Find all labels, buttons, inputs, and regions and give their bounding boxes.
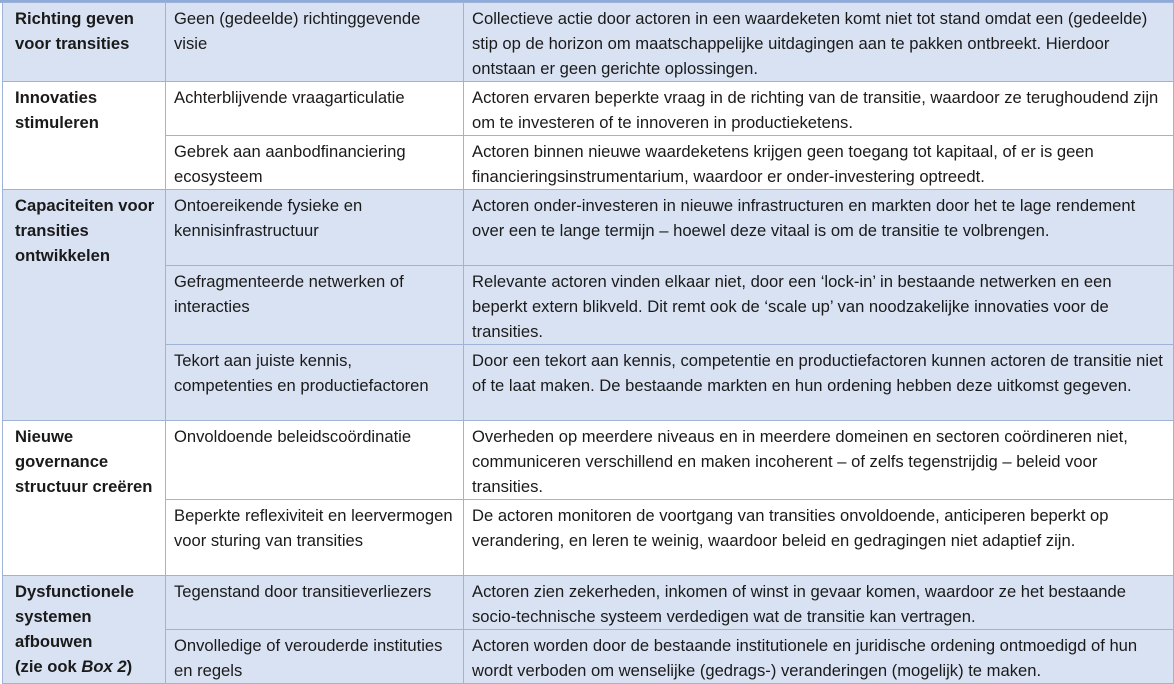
description-cell: Actoren onder-investeren in nieuwe infrastructuren en markten door het te lage rendement over een te lange termijn – hoewel deze vitaal is om de transitie te volbrengen. bbox=[464, 190, 1174, 266]
transition-failures-table bbox=[2, 2, 1174, 684]
table-row bbox=[3, 3, 1174, 82]
problem-cell: Onvoldoende beleidscoördinatie bbox=[166, 421, 464, 500]
category-cell: Innovaties stimuleren bbox=[3, 82, 166, 190]
description-cell: Actoren binnen nieuwe waardeketens krijgen geen toegang tot kapitaal, of er is geen financieringsinstrumentarium, waardoor er onder-investering optreedt. bbox=[464, 136, 1174, 190]
problem-cell: Tegenstand door transitieverliezers bbox=[166, 576, 464, 630]
description-cell: Actoren ervaren beperkte vraag in de richting van de transitie, waardoor ze terughoudend zijn om te investeren of te innoveren in productieketens. bbox=[464, 82, 1174, 136]
category-note-suffix: ) bbox=[126, 657, 133, 676]
category-cell: Nieuwe governance structuur creëren bbox=[3, 421, 166, 576]
category-label: Dysfunctionele systemen afbouwen bbox=[15, 582, 134, 651]
category-note-prefix: (zie ook bbox=[15, 657, 82, 676]
table-row bbox=[3, 82, 1174, 136]
problem-cell: Beperkte reflexiviteit en leervermogen voor sturing van transities bbox=[166, 500, 464, 576]
problem-cell: Ontoereikende fysieke en kennisinfrastructuur bbox=[166, 190, 464, 266]
table-row bbox=[3, 345, 1174, 421]
table-row bbox=[3, 576, 1174, 630]
problem-cell: Geen (gedeelde) richtinggevende visie bbox=[166, 3, 464, 82]
problem-cell: Gefragmenteerde netwerken of interacties bbox=[166, 266, 464, 345]
description-cell: Door een tekort aan kennis, competentie en productiefactoren kunnen actoren de transitie niet of te laat maken. De bestaande markten en hun ordening hebben deze uitkomst gegeven. bbox=[464, 345, 1174, 421]
table-row bbox=[3, 421, 1174, 500]
description-cell: De actoren monitoren de voortgang van transities onvoldoende, anticiperen beperkt op verandering, en leren te weinig, waardoor beleid en gedragingen niet adaptief zijn. bbox=[464, 500, 1174, 576]
table-row bbox=[3, 266, 1174, 345]
description-cell: Actoren worden door de bestaande institutionele en juridische ordening ontmoedigd of hun wordt verboden om wenselijke (gedrags-) veranderingen (mogelijk) te maken. bbox=[464, 630, 1174, 684]
category-cell: Capaciteiten voor transities ontwikkelen bbox=[3, 190, 166, 421]
description-cell: Actoren zien zekerheden, inkomen of winst in gevaar komen, waardoor ze het bestaande socio-technische systeem verdedigen wat de transitie kan vertragen. bbox=[464, 576, 1174, 630]
category-cell: Richting geven voor transities bbox=[3, 3, 166, 82]
problem-cell: Achterblijvende vraagarticulatie bbox=[166, 82, 464, 136]
table-row bbox=[3, 190, 1174, 266]
description-cell: Relevante actoren vinden elkaar niet, door een ‘lock-in’ in bestaande netwerken en een beperkt extern blikveld. Dit remt ook de ‘scale up’ van noodzakelijke innovaties voor de transities. bbox=[464, 266, 1174, 345]
table-row bbox=[3, 136, 1174, 190]
description-cell: Collectieve actie door actoren in een waardeketen komt niet tot stand omdat een (gedeelde) stip op de horizon om maatschappelijke uitdagingen aan te pakken ontbreekt. Hierdoor ontstaan er geen gerichte oplossingen. bbox=[464, 3, 1174, 82]
table-row bbox=[3, 500, 1174, 576]
description-cell: Overheden op meerdere niveaus en in meerdere domeinen en sectoren coördineren niet, communiceren verschillend en maken incoherent – of zelfs tegenstrijdig – beleid voor transities. bbox=[464, 421, 1174, 500]
problem-cell: Tekort aan juiste kennis, competenties en productiefactoren bbox=[166, 345, 464, 421]
problem-cell: Onvolledige of verouderde instituties en regels bbox=[166, 630, 464, 684]
problem-cell: Gebrek aan aanbodfinanciering ecosysteem bbox=[166, 136, 464, 190]
category-cell bbox=[3, 576, 166, 684]
table-row bbox=[3, 630, 1174, 684]
category-note-box-reference: Box 2 bbox=[81, 657, 127, 676]
